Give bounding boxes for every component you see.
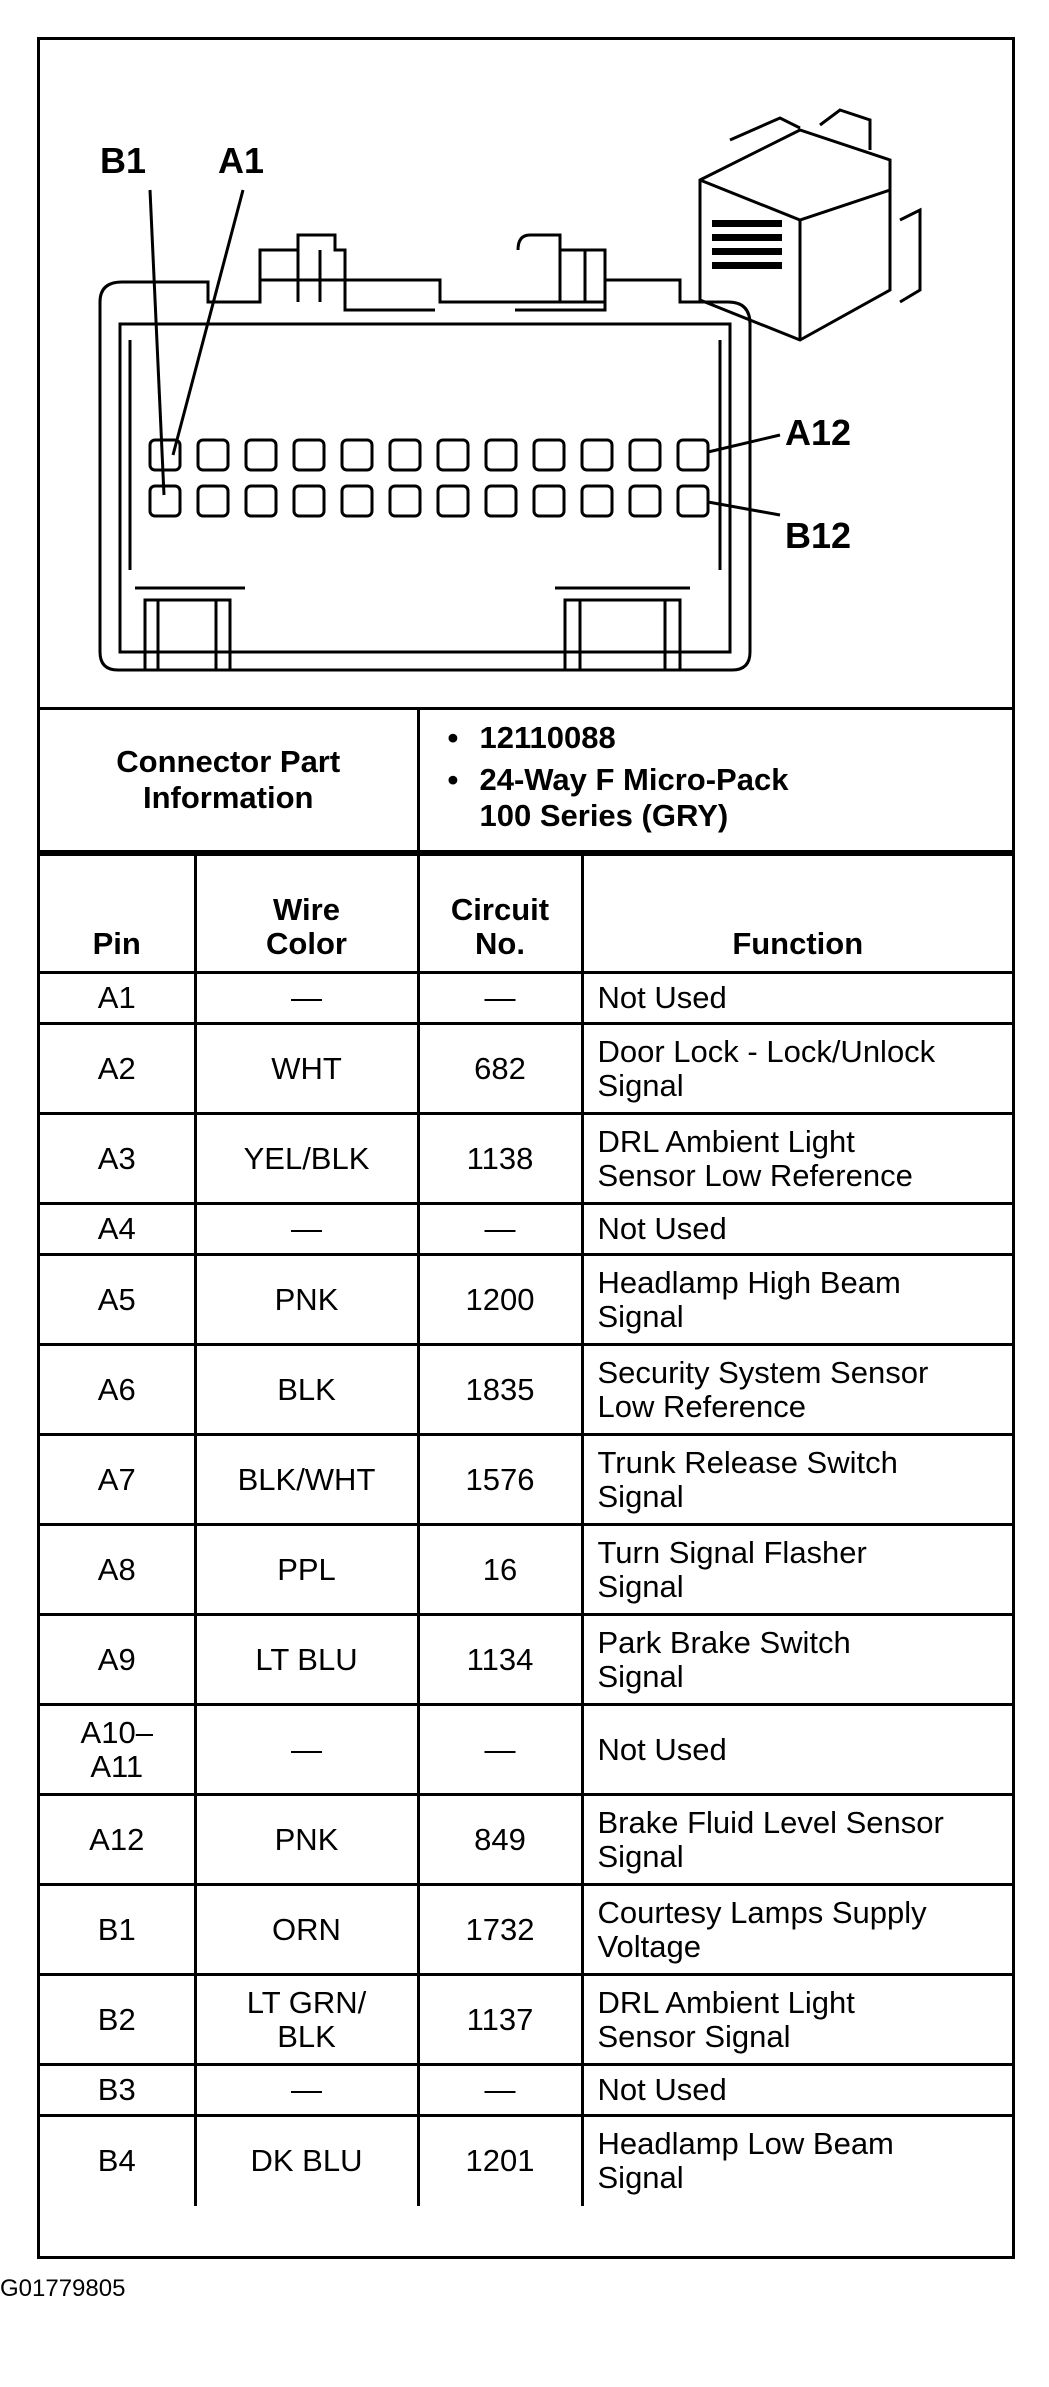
table-row: [40, 1114, 1012, 1204]
pin-cell: A7: [40, 1435, 195, 1525]
function-cell: Not Used: [582, 973, 1012, 1024]
wire-color-cell: ORN: [195, 1885, 418, 1975]
circuit-cell: 1576: [418, 1435, 582, 1525]
table-row: [40, 1975, 1012, 2065]
callout-a1: A1: [218, 140, 265, 181]
pinout-table: [40, 853, 1012, 2206]
wire-color-cell: BLK/WHT: [195, 1435, 418, 1525]
wire-color-cell: —: [195, 1204, 418, 1255]
callout-b12: B12: [785, 515, 852, 556]
function-cell: DRL Ambient Light Sensor Low Reference: [582, 1114, 1012, 1204]
header-pin: Pin: [40, 855, 195, 973]
function-cell: Trunk Release Switch Signal: [582, 1435, 1012, 1525]
circuit-cell: 1134: [418, 1615, 582, 1705]
pin-cell: A12: [40, 1795, 195, 1885]
circuit-cell: 849: [418, 1795, 582, 1885]
wire-color-cell: WHT: [195, 1024, 418, 1114]
wire-color-cell: BLK: [195, 1345, 418, 1435]
wire-color-cell: DK BLU: [195, 2116, 418, 2206]
table-row: [40, 1024, 1012, 1114]
part-number: • 12110088: [448, 720, 1013, 756]
circuit-cell: 1732: [418, 1885, 582, 1975]
header-function: Function: [582, 855, 1012, 973]
function-cell: Turn Signal Flasher Signal: [582, 1525, 1012, 1615]
figure-id: G01779805: [0, 2275, 126, 2302]
wire-color-cell: LT BLU: [195, 1615, 418, 1705]
pin-cell: B4: [40, 2116, 195, 2206]
function-cell: Not Used: [582, 1705, 1012, 1795]
header-circuit: Circuit No.: [418, 855, 582, 973]
circuit-cell: —: [418, 2065, 582, 2116]
table-row: [40, 973, 1012, 1024]
wire-color-cell: PNK: [195, 1255, 418, 1345]
circuit-cell: 1138: [418, 1114, 582, 1204]
connector-face-drawing: [40, 40, 1012, 707]
callout-b1: B1: [100, 140, 147, 181]
table-row: [40, 1525, 1012, 1615]
function-cell: Headlamp High Beam Signal: [582, 1255, 1012, 1345]
function-cell: Brake Fluid Level Sensor Signal: [582, 1795, 1012, 1885]
circuit-cell: —: [418, 1204, 582, 1255]
header-wire-color: Wire Color: [195, 855, 418, 973]
connector-type: • 24-Way F Micro-Pack 100 Series (GRY): [448, 762, 1013, 834]
circuit-cell: 1137: [418, 1975, 582, 2065]
table-row: [40, 1885, 1012, 1975]
connector-info-values: [418, 710, 1012, 852]
wire-color-cell: —: [195, 2065, 418, 2116]
function-cell: Park Brake Switch Signal: [582, 1615, 1012, 1705]
connector-diagram: [40, 40, 1012, 710]
circuit-cell: 16: [418, 1525, 582, 1615]
table-row: [40, 2065, 1012, 2116]
wire-color-cell: —: [195, 1705, 418, 1795]
function-cell: Headlamp Low Beam Signal: [582, 2116, 1012, 2206]
function-cell: Not Used: [582, 1204, 1012, 1255]
function-cell: Not Used: [582, 2065, 1012, 2116]
pin-cell: A10– A11: [40, 1705, 195, 1795]
table-row: [40, 1705, 1012, 1795]
wire-color-cell: —: [195, 973, 418, 1024]
table-row: [40, 1345, 1012, 1435]
circuit-cell: —: [418, 973, 582, 1024]
pin-cell: A8: [40, 1525, 195, 1615]
circuit-cell: 1200: [418, 1255, 582, 1345]
wire-color-cell: PPL: [195, 1525, 418, 1615]
table-row: [40, 1795, 1012, 1885]
pin-cell: A3: [40, 1114, 195, 1204]
table-row: [40, 1435, 1012, 1525]
circuit-cell: —: [418, 1705, 582, 1795]
wire-color-cell: YEL/BLK: [195, 1114, 418, 1204]
circuit-cell: 1835: [418, 1345, 582, 1435]
pin-cell: A1: [40, 973, 195, 1024]
function-cell: Door Lock - Lock/Unlock Signal: [582, 1024, 1012, 1114]
pin-cell: A6: [40, 1345, 195, 1435]
wire-color-cell: PNK: [195, 1795, 418, 1885]
circuit-cell: 1201: [418, 2116, 582, 2206]
wire-color-cell: LT GRN/ BLK: [195, 1975, 418, 2065]
pin-cell: B2: [40, 1975, 195, 2065]
pin-cell: A5: [40, 1255, 195, 1345]
pin-cell: A9: [40, 1615, 195, 1705]
connector-info-table: [40, 710, 1012, 853]
table-row: [40, 1615, 1012, 1705]
connector-sheet: [37, 37, 1015, 2259]
table-row: [40, 2116, 1012, 2206]
table-row: [40, 1255, 1012, 1345]
pin-cell: A2: [40, 1024, 195, 1114]
pin-cell: B3: [40, 2065, 195, 2116]
callout-a12: A12: [785, 412, 852, 453]
function-cell: DRL Ambient Light Sensor Signal: [582, 1975, 1012, 2065]
function-cell: Security System Sensor Low Reference: [582, 1345, 1012, 1435]
table-row: [40, 1204, 1012, 1255]
pin-cell: B1: [40, 1885, 195, 1975]
circuit-cell: 682: [418, 1024, 582, 1114]
pin-cell: A4: [40, 1204, 195, 1255]
connector-info-label: Connector Part Information: [40, 710, 418, 852]
function-cell: Courtesy Lamps Supply Voltage: [582, 1885, 1012, 1975]
